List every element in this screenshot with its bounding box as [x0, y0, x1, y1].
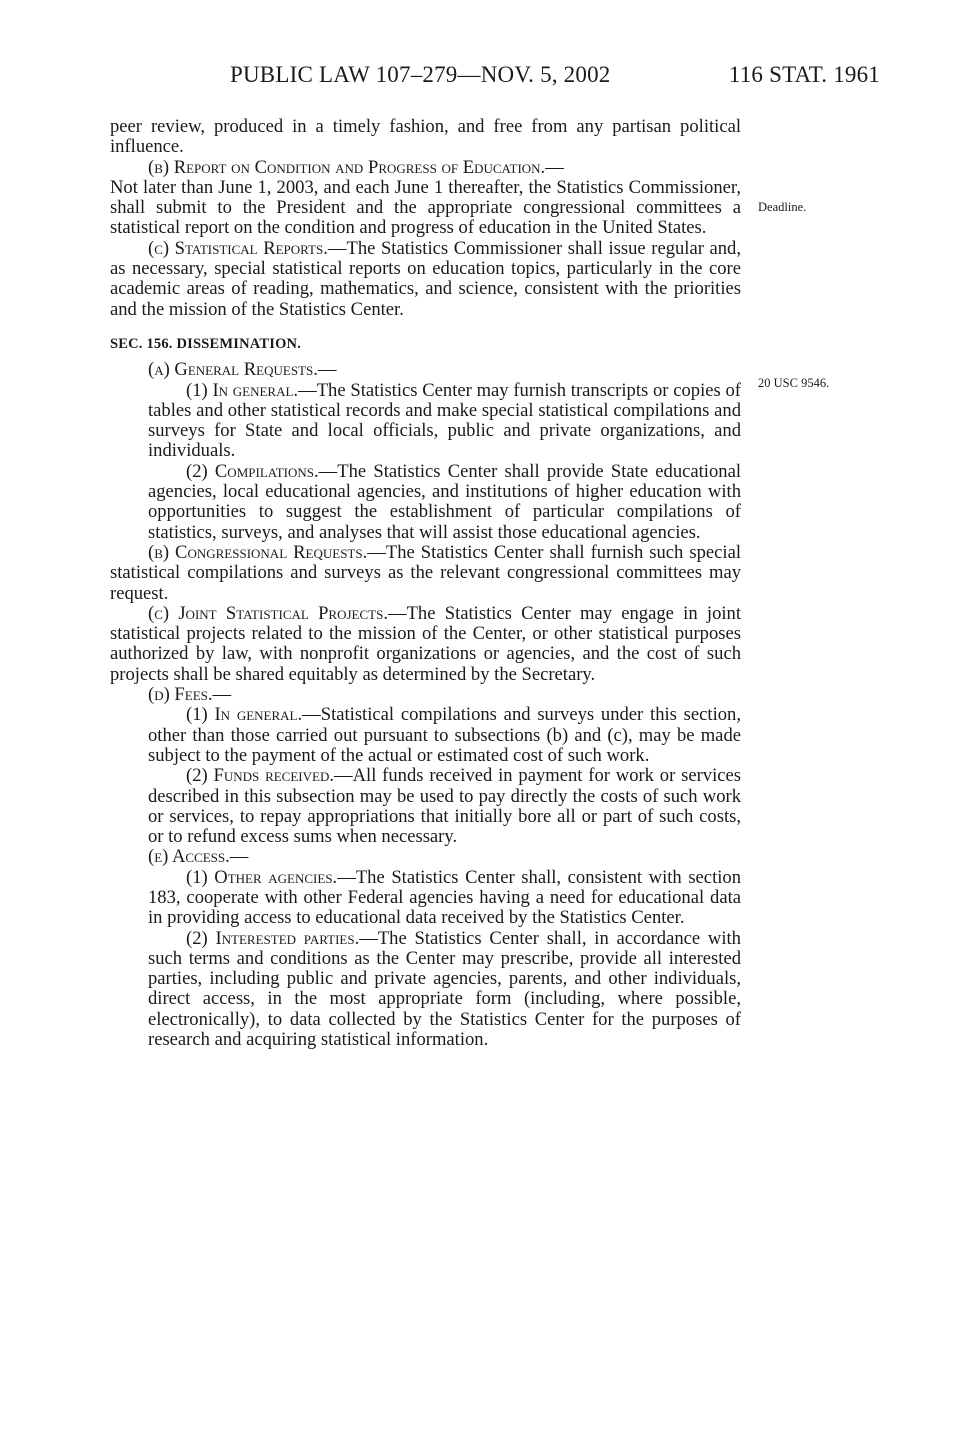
- paragraph-a1: [110, 381, 741, 462]
- subsection-d-heading-text: (d) Fees.—: [148, 684, 232, 706]
- paragraph-a2-text: The Statistics Center shall provide State educational agencies, local educational agencies, and institutions of higher education with opportunities to suggest the establishment of particular compilations of statistics, surveys, and analyses that will assist those educational agencies.: [148, 460, 741, 543]
- subsection-c2: [110, 604, 741, 685]
- paragraph-d1-heading: (1) In general.—: [186, 704, 321, 726]
- margin-note-usc: 20 USC 9546.: [758, 376, 830, 390]
- subsection-b2-text: The Statistics Center shall furnish such special statistical compilations and surveys as the relevant congressional committees may request.: [110, 541, 741, 604]
- paragraph-a1-text: The Statistics Center may furnish transcripts or copies of tables and other statistical records and make special statistical compilations and surveys for State and local officials, public and private organizations, and individuals.: [148, 379, 741, 462]
- subsection-d-heading: [110, 685, 741, 705]
- paragraph-a2-heading: (2) Compilations.—: [186, 460, 338, 482]
- margin-note-deadline: Deadline.: [758, 200, 807, 214]
- paragraph-d1: [110, 705, 741, 766]
- paragraph-e2-heading: (2) Interested parties.—: [186, 927, 378, 949]
- page-header: [230, 62, 880, 92]
- paragraph-e1-heading: (1) Other agencies.—: [186, 866, 356, 888]
- paragraph-e2-text: The Statistics Center shall, in accordance with such terms and conditions as the Center may prescribe, provide all interested parties, including public and private agencies, parents, and other individuals, direct access, in the most appropriate form (including, where possible, electronically), to data collected by the Statistics Center for the purposes of research and acquiring statistical information.: [148, 927, 741, 1051]
- paragraph-e2: [110, 929, 741, 1051]
- paragraph-d2-text: All funds received in payment for work or services described in this subsection may be used to pay directly the costs of such work or services, to repay appropriations that initially bore all or part of such costs, or to refund excess sums when necessary.: [148, 765, 742, 848]
- subsection-a-heading: [110, 360, 741, 380]
- subsection-b-report: [110, 158, 741, 239]
- paragraph-e1: [110, 868, 741, 929]
- paragraph-a2: [110, 462, 741, 543]
- subsection-b-text: Not later than June 1, 2003, and each June 1 thereafter, the Statistics Commissioner, shall submit to the President and the appropriate congressional committees a statistical report on the condition and progress of education in the United States.: [110, 176, 741, 239]
- paragraph-d2: [110, 766, 741, 847]
- section-heading: SEC. 156. DISSEMINATION.: [110, 335, 302, 352]
- paragraph-d1-text: Statistical compilations and surveys under this section, other than those carried out pursuant to subsections (b) and (c), may be made subject to the payment of the actual or estimated cost of such work.: [148, 704, 741, 766]
- subsection-c-text: The Statistics Commissioner shall issue regular and, as necessary, special statistical reports on education topics, particularly in the core academic areas of reading, mathematics, and science, consistent with the priorities and the mission of the Statistics Center.: [110, 237, 741, 320]
- subsection-c-heading: (c) Statistical Reports.—: [148, 237, 347, 259]
- paragraph-e1-text: The Statistics Center shall, consistent with section 183, cooperate with other Federal agencies having a need for educational data in providing access to educational data received by the Statistics Center.: [148, 866, 741, 929]
- paragraph-d2-heading: (2) Funds received.—: [186, 765, 353, 787]
- subsection-b2-heading: (b) Congressional Requests.—: [148, 541, 386, 563]
- header-stat-page: 116 STAT. 1961: [728, 62, 880, 87]
- subsection-c2-heading: (c) Joint Statistical Projects.—: [148, 602, 407, 624]
- subsection-a-heading-text: (a) General Requests.—: [148, 359, 337, 381]
- subsection-c-reports: [110, 239, 741, 320]
- subsection-b2: [110, 543, 741, 604]
- subsection-b-heading: (b) Report on Condition and Progress of Education.—: [148, 156, 564, 178]
- paragraph-a1-heading: (1) In general.—: [186, 379, 317, 401]
- document-body: [110, 117, 741, 1050]
- subsection-e-heading-text: (e) Access.—: [148, 846, 249, 868]
- subsection-e-heading: [110, 847, 741, 867]
- header-title: PUBLIC LAW 107–279—NOV. 5, 2002: [230, 62, 611, 87]
- subsection-c2-text: The Statistics Center may engage in joint statistical projects related to the mission of the Center, or other statistical purposes authorized by law, with nonprofit organizations or agencies, and the cost of such projects shall be shared equitably as determined by the Secretary.: [110, 602, 741, 685]
- paragraph-peer-review: peer review, produced in a timely fashion, and free from any partisan political influence.: [110, 116, 741, 158]
